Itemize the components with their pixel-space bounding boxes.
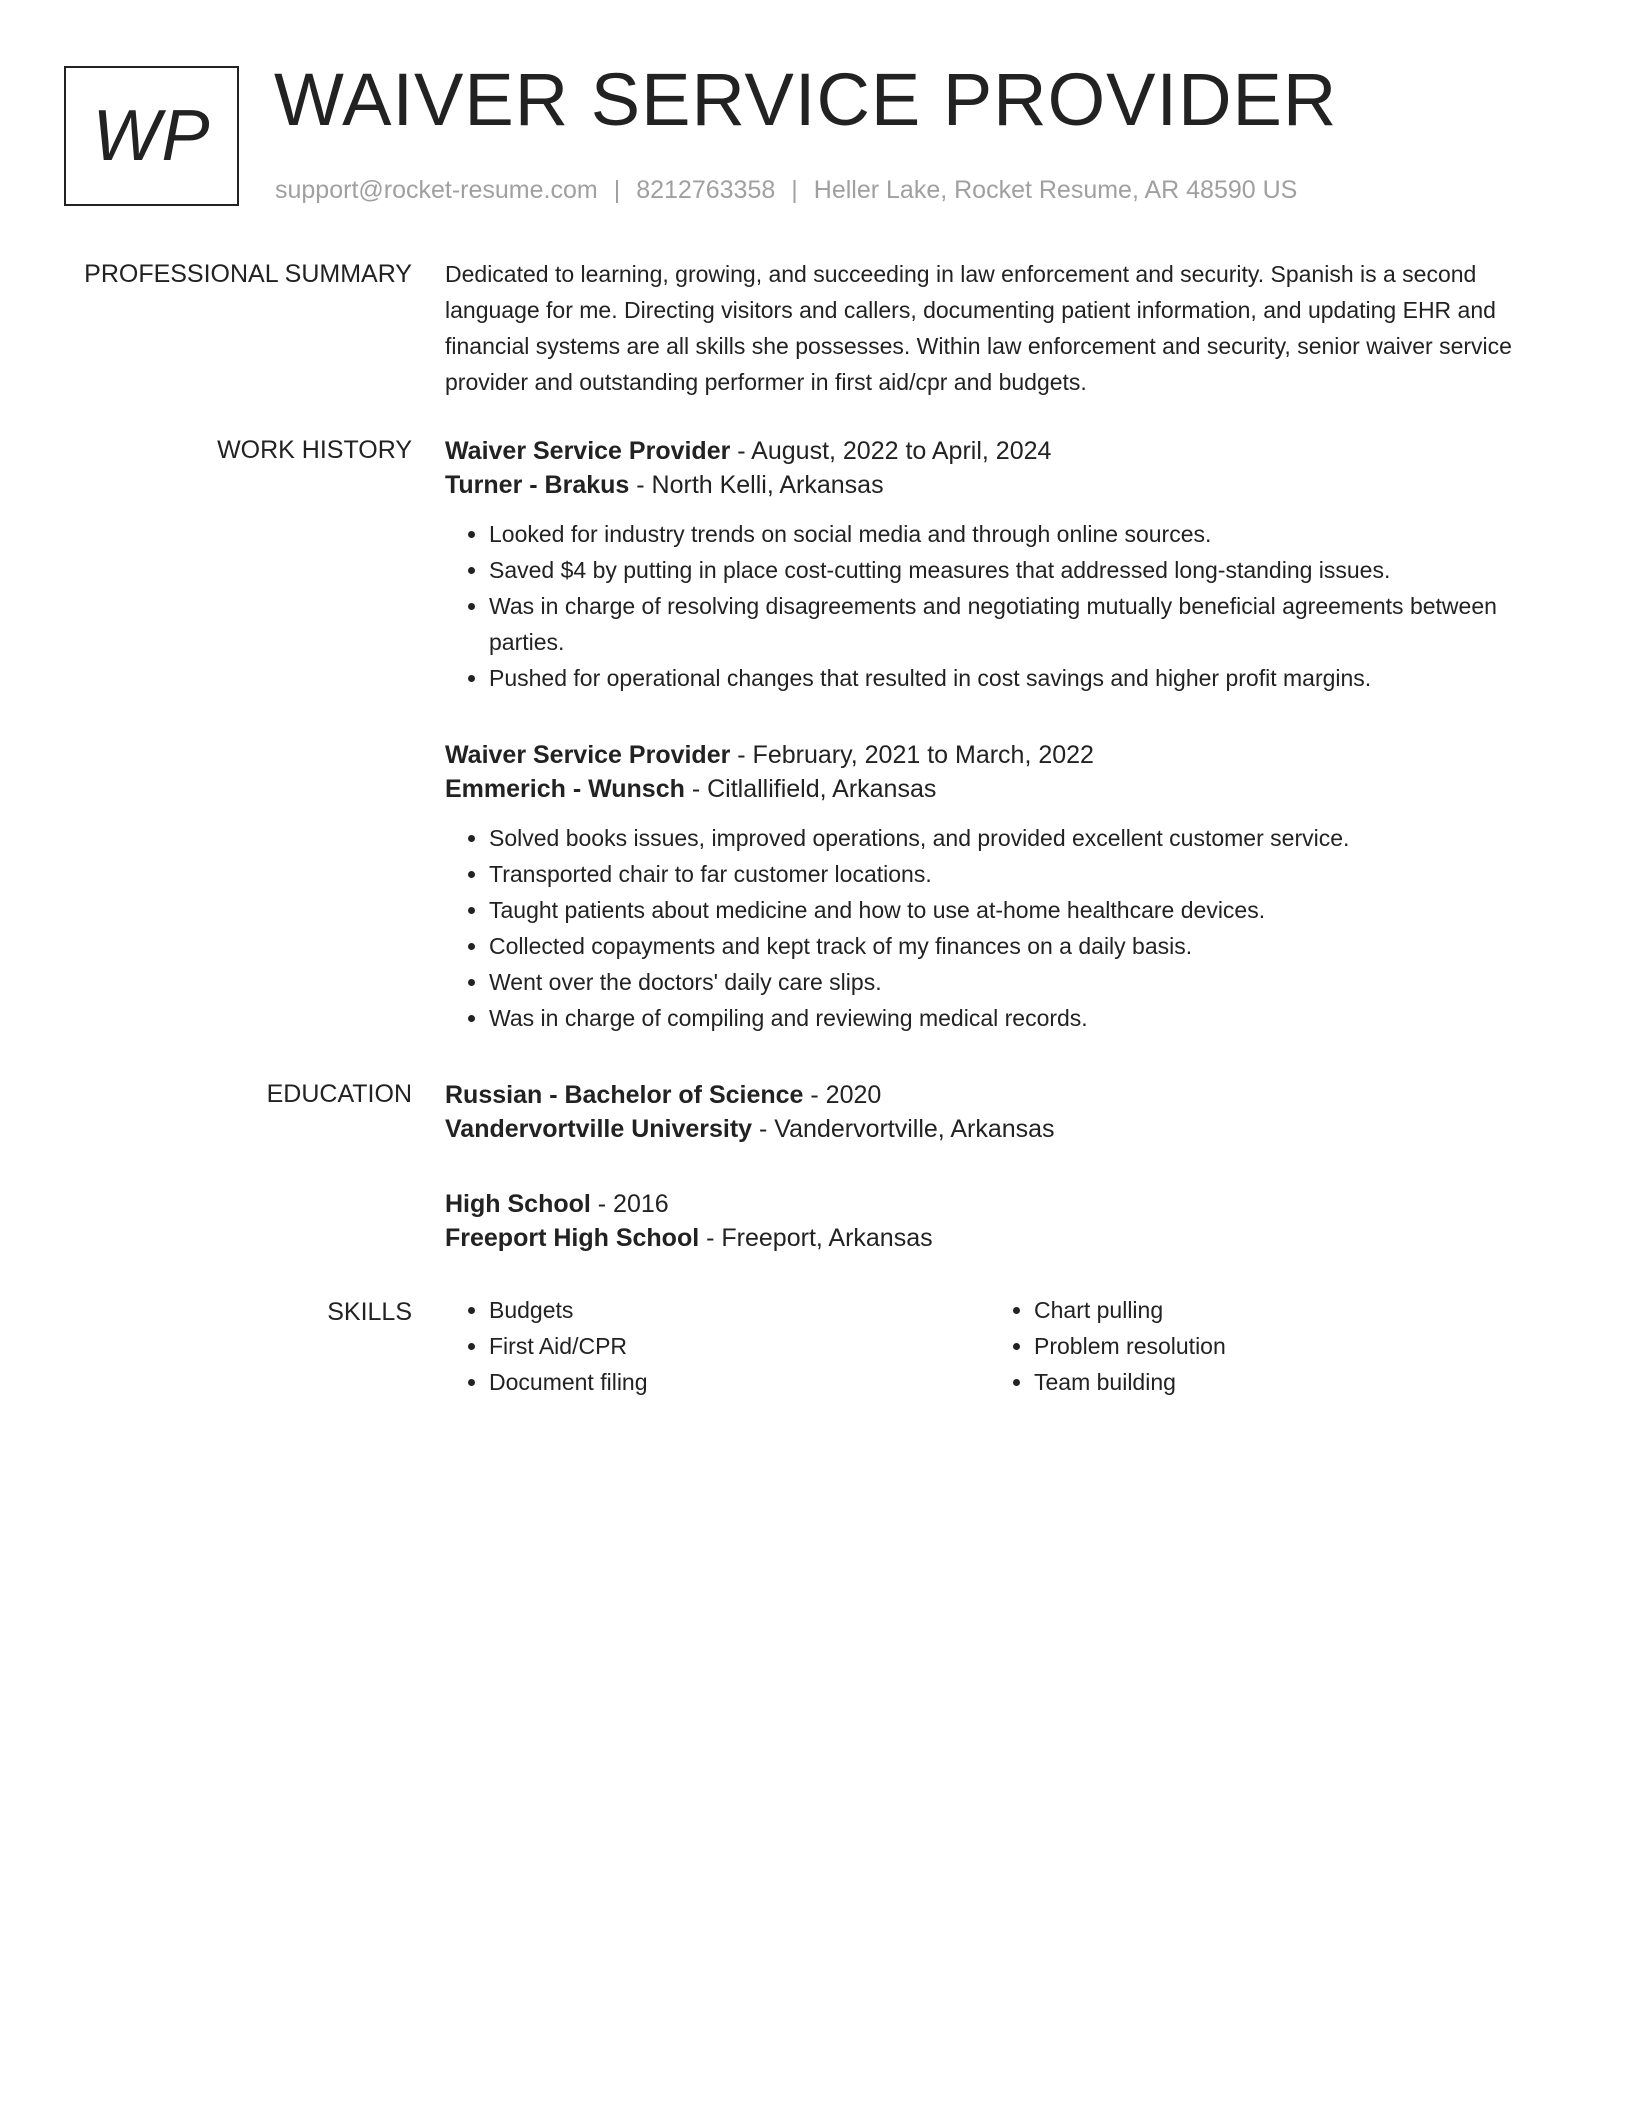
list-item: • Solved books issues, improved operations, and provided excellent customer service. xyxy=(489,820,1565,856)
degree-year: - 2020 xyxy=(803,1081,882,1109)
degree: High School xyxy=(445,1190,591,1218)
contact-line xyxy=(275,174,1297,206)
school: Vandervortville University xyxy=(445,1115,753,1143)
school-line xyxy=(445,1221,1565,1255)
contact-address: Heller Lake, Rocket Resume, AR 48590 US xyxy=(813,176,1298,204)
job-bullets xyxy=(445,820,1565,1036)
job-company: Turner - Brakus xyxy=(445,471,630,499)
job-location: - Citlallifield, Arkansas xyxy=(684,775,937,803)
summary-text: Dedicated to learning, growing, and succeeding in law enforcement and security. Spanish is a second language for me. Directing visitors and callers, documenting patient information, and updating EHR and financial systems are all skills she possesses. Within law enforcement and security, senior waiver service provider and outstanding performer in first aid/cpr and budgets. xyxy=(445,261,1512,395)
list-item: • Pushed for operational changes that resulted in cost savings and higher profit margins. xyxy=(489,660,1565,696)
contact-separator: | xyxy=(791,176,798,204)
page-title: WAIVER SERVICE PROVIDER xyxy=(274,58,1338,141)
degree-line xyxy=(445,1187,1565,1221)
work-entry xyxy=(445,738,1565,1036)
section-label-skills: SKILLS xyxy=(327,1298,412,1326)
skill-item: • Team building xyxy=(1034,1364,1530,1400)
list-item: • Transported chair to far customer locations. xyxy=(489,856,1565,892)
job-title: Waiver Service Provider xyxy=(445,437,731,465)
list-item: • Was in charge of compiling and reviewing medical records. xyxy=(489,1000,1565,1036)
skills-column-left xyxy=(445,1292,985,1400)
job-dates: - August, 2022 to April, 2024 xyxy=(730,437,1052,465)
degree-year: - 2016 xyxy=(590,1190,669,1218)
job-company: Emmerich - Wunsch xyxy=(445,775,685,803)
list-item: • Looked for industry trends on social media and through online sources. xyxy=(489,516,1565,552)
job-company-line xyxy=(445,772,1565,806)
list-item: • Saved $4 by putting in place cost-cutting measures that addressed long-standing issues. xyxy=(489,552,1565,588)
skill-item: • Budgets xyxy=(489,1292,985,1328)
school-location: - Vandervortville, Arkansas xyxy=(752,1115,1055,1143)
work-entry xyxy=(445,434,1565,696)
degree-line xyxy=(445,1078,1565,1112)
job-bullets xyxy=(445,516,1565,696)
skill-item: • Document filing xyxy=(489,1364,985,1400)
contact-separator: | xyxy=(613,176,621,204)
section-label-education: EDUCATION xyxy=(266,1080,412,1108)
contact-phone: 8212763358 xyxy=(636,176,776,204)
degree: Russian - Bachelor of Science xyxy=(445,1081,804,1109)
summary-section xyxy=(445,256,1565,400)
section-label-summary: PROFESSIONAL SUMMARY xyxy=(84,260,412,288)
skill-item: • Chart pulling xyxy=(1034,1292,1530,1328)
section-label-work: WORK HISTORY xyxy=(217,436,412,464)
job-title: Waiver Service Provider xyxy=(445,741,731,769)
job-location: - North Kelli, Arkansas xyxy=(629,471,884,499)
job-title-line xyxy=(445,738,1565,772)
list-item: • Was in charge of resolving disagreements and negotiating mutually beneficial agreements between parties. xyxy=(489,588,1565,660)
school-location: - Freeport, Arkansas xyxy=(699,1224,933,1252)
job-dates: - February, 2021 to March, 2022 xyxy=(730,741,1094,769)
school-line xyxy=(445,1112,1565,1146)
job-title-line xyxy=(445,434,1565,468)
skills-list xyxy=(990,1292,1530,1400)
job-company-line xyxy=(445,468,1565,502)
monogram-logo: WP xyxy=(64,66,239,206)
contact-email: support@rocket-resume.com xyxy=(275,176,598,204)
skill-item: • Problem resolution xyxy=(1034,1328,1530,1364)
list-item: • Collected copayments and kept track of my finances on a daily basis. xyxy=(489,928,1565,964)
skills-list xyxy=(445,1292,985,1400)
school: Freeport High School xyxy=(445,1224,700,1252)
skill-item: • First Aid/CPR xyxy=(489,1328,985,1364)
list-item: • Taught patients about medicine and how to use at-home healthcare devices. xyxy=(489,892,1565,928)
list-item: • Went over the doctors' daily care slips. xyxy=(489,964,1565,1000)
education-entry xyxy=(445,1187,1565,1255)
skills-column-right xyxy=(990,1292,1530,1400)
education-entry xyxy=(445,1078,1565,1146)
